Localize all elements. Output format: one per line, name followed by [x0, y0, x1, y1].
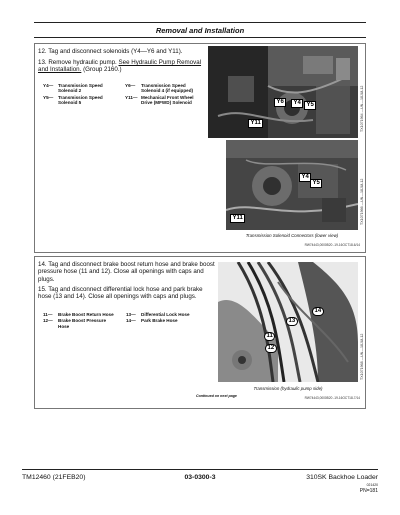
- step-15: 15. Tag and disconnect differential lock hose and park brake hose (13 and 14). Close all openings with caps and plugs.: [38, 286, 203, 301]
- solenoid-photo-lower: [226, 140, 358, 230]
- photo-code: TX1071968 —UN—18JUL12: [360, 333, 364, 380]
- legend-item: [126, 312, 208, 317]
- photo-caption: Transmission Solenoid Connectors (lower view): [245, 233, 339, 238]
- legend-item: [125, 83, 207, 94]
- page-code: 03-0300-3: [184, 474, 216, 481]
- callout-y5: Y5: [304, 101, 316, 110]
- solenoid-legend-right: [125, 83, 207, 106]
- legend-text: Transmission Speed Solenoid 2: [58, 83, 103, 94]
- hose-legend-left: [43, 312, 125, 329]
- hydraulic-pump-link[interactable]: See Hydraulic Pump Removal and Installation.: [38, 59, 202, 74]
- hydraulic-pump-side-photo: [218, 262, 358, 382]
- callout-y11: Y11: [230, 214, 245, 223]
- legend-code: Y6—: [125, 83, 136, 88]
- callout-13: 13: [286, 317, 298, 326]
- photo-caption: Transmission (hydraulic pump side): [253, 386, 323, 391]
- callout-y4: Y4: [291, 99, 303, 108]
- legend-text: Transmission Speed Solenoid 5: [58, 94, 103, 106]
- callout-11: 11: [264, 332, 275, 341]
- legend-text: Transmission Speed Solenoid 4 (if equipped): [141, 83, 194, 94]
- model-name: 310SK Backhoe Loader: [306, 474, 378, 481]
- legend-code: Y4—: [43, 83, 54, 88]
- continued-note: Continued on next page: [196, 394, 237, 398]
- legend-item: [43, 318, 125, 329]
- step-14: 14. Tag and disconnect brake boost return hose and brake boost pressure hose (11 and 12). Close all openings with caps and plugs.: [38, 261, 215, 283]
- legend-text: Differential Lock Hose: [141, 312, 190, 317]
- lower-view-image: [226, 140, 358, 230]
- reference-code: RW74443,0000B20 -19-16OCT18-7/14: [304, 396, 360, 400]
- legend-code: 12—: [43, 318, 53, 324]
- legend-code: 11—: [43, 312, 53, 317]
- solenoid-photo-top: [208, 46, 358, 138]
- legend-item: [126, 318, 208, 323]
- callout-y11: Y11: [248, 119, 263, 128]
- footer-date-code: 021420: [366, 483, 378, 487]
- legend-text: Park Brake Hose: [141, 318, 178, 324]
- callout-y6: Y6: [274, 98, 286, 107]
- solenoid-legend-left: [43, 83, 125, 106]
- callout-y4: Y4: [299, 173, 311, 182]
- footer-rule: [22, 469, 378, 470]
- legend-code: Y5—: [43, 94, 54, 100]
- engine-image: [208, 46, 358, 138]
- legend-item: [43, 312, 125, 317]
- page-header-title: Removal and Installation: [155, 26, 245, 35]
- step-13-text: 13. Remove hydraulic pump.: [38, 59, 117, 66]
- legend-text: Brake Boost Pressure Hose: [58, 318, 107, 329]
- legend-code: Y11—: [125, 94, 138, 100]
- legend-item: [43, 83, 125, 94]
- header-rule-top: [34, 22, 366, 23]
- callout-y5: Y5: [310, 179, 322, 188]
- hose-legend-right: [126, 312, 208, 324]
- legend-text: Mechanical Front Wheel Drive (MFWD) Solenoid: [141, 94, 194, 106]
- header-rule-bottom: [34, 37, 366, 38]
- legend-item: [43, 95, 125, 106]
- step-13-group: (Group 2160.): [83, 66, 122, 74]
- callout-14: 14: [312, 307, 324, 316]
- photo-code: TX1071964 —UN—18JUL12: [360, 85, 364, 132]
- callout-12: 12: [265, 344, 277, 353]
- legend-code: 13—: [126, 312, 136, 317]
- page-number: PN=181: [359, 488, 378, 494]
- photo-code: TX1071966 —UN—18JUL12: [360, 178, 364, 225]
- step-12: 12. Tag and disconnect solenoids (Y4—Y6 and Y11).: [38, 48, 183, 55]
- legend-code: 14—: [126, 318, 136, 324]
- manual-id: TM12460 (21FEB20): [22, 474, 86, 481]
- reference-code: RW74443,0000B20 -19-16OCT18-6/14: [304, 243, 360, 247]
- step-13: [38, 59, 206, 74]
- legend-text: Brake Boost Return Hose: [58, 312, 114, 317]
- legend-item: [125, 95, 207, 106]
